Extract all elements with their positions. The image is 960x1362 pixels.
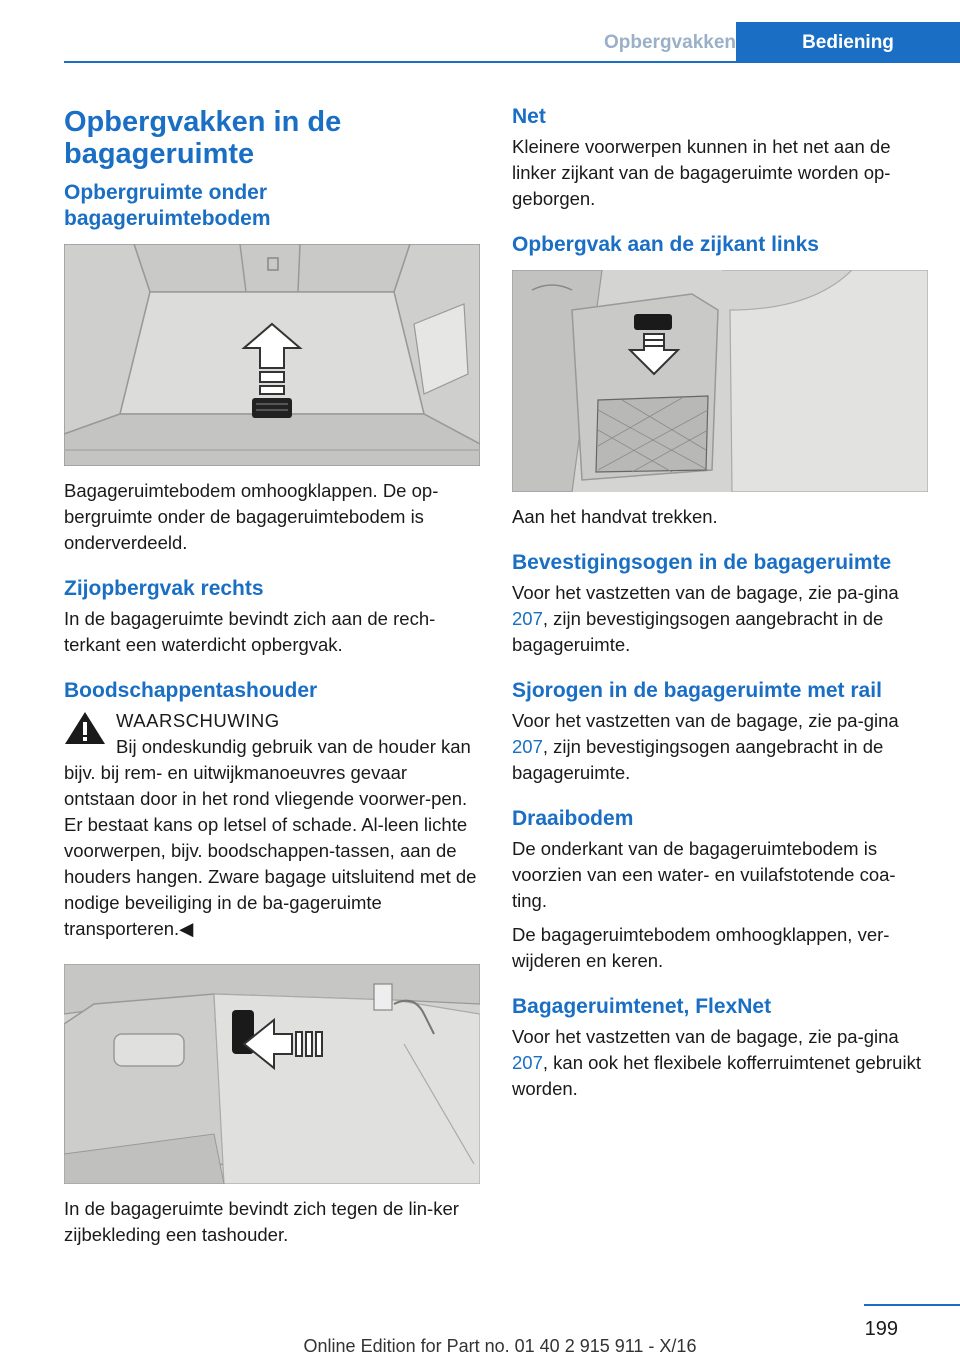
section-title-net: Net: [512, 105, 546, 128]
lashing-eyes-text-b: , zijn bevestigingsogen aangebracht in de bagageruimte.: [512, 608, 884, 655]
figure-left-compartment: [512, 270, 928, 492]
page-header: [0, 0, 960, 62]
section-title-underfloor: Opbergruimte onder bagageruimtebodem: [64, 181, 271, 230]
header-rule: [64, 61, 960, 63]
luggage-floor-illustration: [64, 244, 480, 466]
page-title: Opbergvakken in de bagageruimte: [64, 106, 342, 170]
figure-bag-holder: [64, 964, 480, 1184]
warning-icon: [64, 710, 106, 746]
warning-block: [64, 708, 480, 942]
section-title-bag-holder: Boodschappentashouder: [64, 679, 318, 702]
page-link-207[interactable]: 207: [512, 1052, 543, 1073]
rail-eyes-text: [512, 708, 928, 786]
lashing-eyes-text-a: Voor het vastzetten van de bagage, zie pa-gina: [512, 582, 899, 603]
reversible-floor-text-2: De bagageruimtebodem omhoogklappen, ver-wijderen en keren.: [512, 924, 890, 971]
bag-holder-caption: In de bagageruimte bevindt zich tegen de lin-ker zijbekleding een tashouder.: [64, 1198, 459, 1245]
underfloor-text: Bagageruimtebodem omhoogklappen. De op-bergruimte onder de bagageruimtebodem is onderverdeeld.: [64, 480, 439, 553]
warning-text-content: Bij ondeskundig gebruik van de houder kan bijv. bij rem- en uitwijkmanoeuvres gevaar ontstaan door in het rond vliegende voorwer-pen. Er bestaat kans op letsel of schade. Al-leen lichte voorwerpen, bijv. boodschappen-tassen, aan de houders hangen. Zware bagage uitsluitend met de nodige beveiliging in de ba-gageruimte transporteren.◀: [64, 736, 477, 939]
lashing-eyes-text: [512, 580, 928, 658]
right-column: [512, 104, 928, 1102]
flexnet-text-b: , kan ook het flexibele kofferruimtenet gebruikt worden.: [512, 1052, 921, 1099]
left-compartment-illustration: [512, 270, 928, 492]
section-title-flexnet: Bagageruimtenet, FlexNet: [512, 995, 772, 1018]
left-column: [64, 100, 480, 1248]
reversible-floor-text-1: De onderkant van de bagageruimtebodem is voorzien van een water- en vuilafstotende coa-ting.: [512, 838, 896, 911]
flexnet-text: [512, 1024, 928, 1102]
rail-eyes-text-b: , zijn bevestigingsogen aangebracht in de bagageruimte.: [512, 736, 884, 783]
warning-text: [64, 734, 480, 942]
warning-title: WAARSCHUWING: [116, 710, 280, 731]
chapter-tab[interactable]: Bediening: [736, 22, 960, 62]
bag-holder-illustration: [64, 964, 480, 1184]
edition-footer: Online Edition for Part no. 01 40 2 915 911 - X/16: [303, 1336, 697, 1356]
page-link-207[interactable]: 207: [512, 608, 543, 629]
section-tab[interactable]: Opbergvakken: [604, 32, 736, 53]
section-title-rail-eyes: Sjorogen in de bagageruimte met rail: [512, 679, 882, 702]
flexnet-text-a: Voor het vastzetten van de bagage, zie pa-gina: [512, 1026, 899, 1047]
section-title-right-compartment: Zijopbergvak rechts: [64, 577, 264, 600]
page-number: 199: [864, 1318, 898, 1340]
figure-luggage-floor: [64, 244, 480, 466]
net-text: Kleinere voorwerpen kunnen in het net aan de linker zijkant van de bagageruimte worden op-geborgen.: [512, 136, 891, 209]
rail-eyes-text-a: Voor het vastzetten van de bagage, zie pa-gina: [512, 710, 899, 731]
page-link-207[interactable]: 207: [512, 736, 543, 757]
right-compartment-text: In de bagageruimte bevindt zich aan de rech-terkant een waterdicht opbergvak.: [64, 608, 436, 655]
section-title-left-compartment: Opbergvak aan de zijkant links: [512, 233, 819, 256]
left-compartment-caption: Aan het handvat trekken.: [512, 506, 718, 527]
footer-rule: [864, 1304, 960, 1306]
section-title-reversible-floor: Draaibodem: [512, 807, 634, 830]
section-title-lashing-eyes: Bevestigingsogen in de bagageruimte: [512, 551, 892, 574]
